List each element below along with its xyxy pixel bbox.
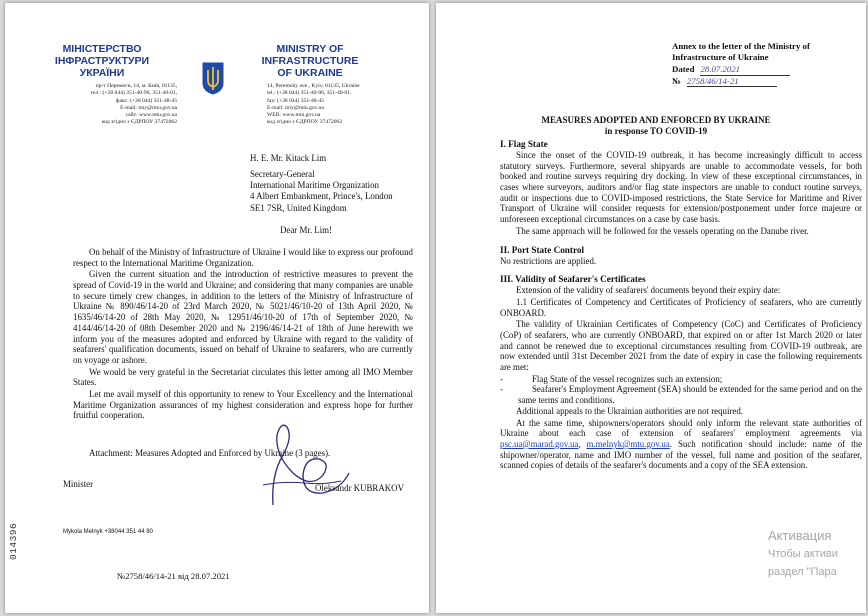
addressee-name: H. E. Mr. Kitack Lim (250, 153, 327, 163)
section-3-paragraph-4: Additional appeals to the Ukrainian authorities are not required. (516, 405, 743, 416)
paragraph-4: Let me avail myself of this opportunity to renew to Your Excellency and the International Maritime Organization assurances of my highest consideration and express hope for further fruitful cooperation. (73, 388, 413, 421)
address-block-en: 14, Peremohy ave., Kyiv, 01135, Ukraine tel.: (+38 044) 351-40-96, 351-40-01, fax: (+38 044) 351-48-45 E-mail: miy@mtu.gov.ua WEB: www.mtu.gov.ua код згідно з ЄДРПОУ 37472062 (267, 83, 360, 126)
paragraph-2: Given the current situation and the introduction of restrictive measures to prevent the spread of Covid-19 in the world and Ukraine; and considering that many companies are unable to secure timely crew changes, in addition to the letters of the Ministry of Infrastructure of Ukraine № 890/46/14-20 of 23rd March 2020, № 5021/46/10-20 of 13th April 2020, № 1635/46/14-20 of 28th May 2020, № 12951/46/10-20 of 17th of September 2020, № 4144/46/14-20 of 08th Desember 2020 and № 2196/46/14-21 of 18th of June herewith we inform you of the measures adopted and enforced by Ukraine with regard to the validity of seafarers' qualification documents, issued on behalf of Ukraine to seafarers, who are currently on voyage or ashore. (73, 269, 413, 365)
section-1-paragraph: Since the onset of the COVID-19 outbreak, it has become increasingly difficult to access statutory surveys. Furthermore, several shipyards are unable to accommodate vessels, for both booked and routine surveys requiring dry docking. In view of these exceptional circumstances, in cases where surveyors, auditors and/or flag state inspectors are unable to conduct routine surveys, audit or inspections due to COVID-imposed restrictions, the State Service for Maritime and River Transport of Ukraine will consider requests for extension/postponement under force majeure or unforeseen exceptional circumstances on a case by case basis. (500, 150, 862, 225)
stamp-number: 014396 (8, 522, 19, 560)
ministry-name-en: MINISTRY OF INFRASTRUCTURE OF UKRAINE (261, 43, 359, 80)
email-link-psc[interactable]: psc.ua@marad.gov.ua (500, 438, 579, 449)
paragraph-3: We would be very grateful in the Secretariat circulates this letter among all IMO Member States. (73, 366, 413, 388)
email-link-melnyk[interactable]: m.melnyk@mtu.gov.ua (586, 438, 670, 449)
address-block-ua: пр-т Перемоги, 14, м. Київ, 01135, тел.: (+38 044) 351-40-96, 351-40-01, факс: (+38 044) 351-48-45 E-mail: miy@mtu.gov.ua сайт: www.mtu.gov.ua код згідно з ЄДРПОУ 37472062 (90, 83, 177, 126)
watermark-line: Чтобы активи (768, 548, 838, 560)
section-3-paragraph-5: At the same time, shipowners/operators should only inform the relevant state authorities of Ukraine about each case of extension of seafarers' employment agreements via psc.ua@marad.gov.ua, m.melnyk@mtu.gov.ua. Such notification should include: name of the shipowner/operator, name and IMO number of the vessel, full name and position of the seafarer, scanned copies of details of the seafarer's documents and a copy of the SEA extension. (500, 417, 863, 471)
dated-value: 28.07.2021 (700, 64, 790, 76)
list-item: - Seafarer's Employment Agreement (SEA) should be extended for the same period and on the same terms and conditions. (500, 384, 862, 406)
section-1-paragraph-2: The same approach will be followed for the vessels operating on the Danube river. (516, 225, 809, 236)
addressee-block: H. E. Mr. Kitack Lim Secretary-General International Maritime Organization 4 Albert Embankment, Prince's, London SE1 7SR, United Kingdom (250, 153, 410, 214)
salutation: Dear Mr. Lim! (280, 225, 333, 235)
section-3-paragraph-1: Extension of the validity of seafarers' documents beyond their expiry date: (516, 285, 781, 296)
annex-body (500, 139, 862, 472)
section-3-paragraph-2: 1.1 Certificates of Competency and Certificates of Proficiency of seafarers, who are currently ONBOARD. (500, 296, 862, 318)
reference-number: №2758/46/14-21 від 28.07.2021 (117, 571, 230, 581)
section-3-paragraph-3: The validity of Ukrainian Certificates of Competency (CoC) and Certificates of Proficiency (CoP) of seafarers, who are currently ONBOARD, that expired on or after 1st March 2020 or later and cannot be renewed due to exceptional circumstances resulting from COVID-19 outbreak, are now extended until 31st December 2021 from the date of expiry in case the following requirements are met: (500, 319, 862, 373)
section-2-paragraph: No restrictions are applied. (500, 255, 597, 266)
annex-page (436, 3, 866, 613)
signatory-title: Minister (63, 479, 94, 489)
number-value: 2758/46/14-21 (687, 76, 777, 88)
section-2-heading: II. Port State Control (500, 244, 585, 255)
letter-page (5, 3, 429, 613)
section-3-heading: III. Validity of Seafarer's Certificates (500, 274, 646, 285)
signatory-name: Oleksandr KUBRAKOV (315, 483, 404, 493)
list-item: - Flag State of the vessel recognizes such an extension; (500, 373, 723, 384)
coat-of-arms-icon (200, 61, 226, 95)
ministry-name-ua: МІНІСТЕРСТВО ІНФРАСТРУКТУРИ УКРАЇНИ (54, 43, 150, 80)
signature-icon (253, 415, 363, 515)
section-1-heading: I. Flag State (500, 139, 548, 149)
paragraph-1: On behalf of the Ministry of Infrastructure of Ukraine I would like to express our profound respect to the International Maritime Organization. (73, 247, 413, 268)
annex-header: Annex to the letter of the Ministry of Infrastructure of Ukraine Dated 28.07.2021 № 2758/46/14-21 (672, 41, 810, 86)
watermark-title: Активация (768, 528, 832, 543)
watermark-line: раздел "Пара (768, 566, 837, 578)
letter-body (73, 247, 413, 422)
annex-title: MEASURES ADOPTED AND ENFORCED BY UKRAINE in response TO COVID-19 (541, 115, 771, 136)
attachment-line: Attachment: Measures Adopted and Enforced by Ukraine (3 pages). (89, 448, 331, 458)
contact-line: Mykola Melnyk +38044 351 44 80 (63, 529, 153, 535)
